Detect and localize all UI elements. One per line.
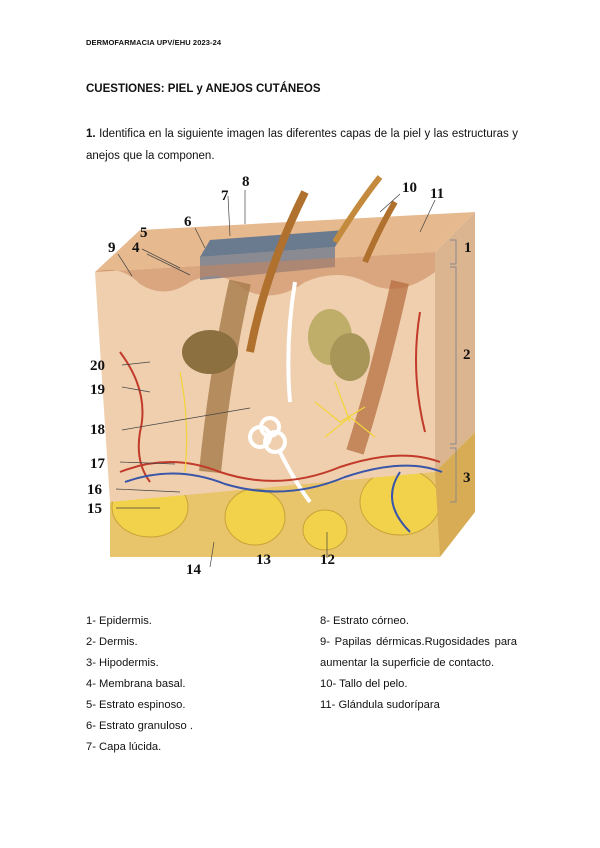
answer-item: 8- Estrato córneo. <box>320 615 409 627</box>
label-8: 8 <box>242 174 250 190</box>
label-16: 16 <box>87 482 102 498</box>
page-title: CUESTIONES: PIEL y ANEJOS CUTÁNEOS <box>86 83 321 95</box>
label-18: 18 <box>90 422 105 438</box>
skin-cross-section-illustration <box>80 172 480 584</box>
label-19: 19 <box>90 382 105 398</box>
label-10: 10 <box>402 180 417 196</box>
label-15: 15 <box>87 501 102 517</box>
answer-item: 2- Dermis. <box>86 636 138 648</box>
answer-item: 10- Tallo del pelo. <box>320 678 408 690</box>
label-11: 11 <box>430 186 445 202</box>
label-17: 17 <box>90 456 105 472</box>
skin-anatomy-figure <box>80 172 480 584</box>
answer-item: 7- Capa lúcida. <box>86 741 162 753</box>
label-6: 6 <box>184 214 192 230</box>
answer-item: 1- Epidermis. <box>86 615 152 627</box>
label-12: 12 <box>320 552 335 568</box>
answer-item: 9- Papilas dérmicas.Rugosidades para aumentar la superficie de contacto. <box>320 636 517 669</box>
label-5: 5 <box>140 225 148 241</box>
answer-item: 6- Estrato granuloso . <box>86 720 193 732</box>
answer-item: 11- Glándula sudorípara <box>320 699 440 711</box>
label-20: 20 <box>90 358 105 374</box>
label-1: 1 <box>464 240 472 256</box>
answer-item: 3- Hipodermis. <box>86 657 159 669</box>
label-7: 7 <box>221 188 229 204</box>
answers-left-column <box>86 611 286 758</box>
label-14: 14 <box>186 562 201 578</box>
page-header: DERMOFARMACIA UPV/EHU 2023-24 <box>86 38 222 47</box>
question-text: Identifica en la siguiente imagen las diferentes capas de la piel y las estructuras y anejos que la componen. <box>86 128 518 162</box>
label-13: 13 <box>256 552 271 568</box>
sebaceous-gland <box>182 330 238 374</box>
answers-right-column <box>320 611 517 716</box>
label-9: 9 <box>108 240 116 256</box>
answer-item: 4- Membrana basal. <box>86 678 186 690</box>
label-4: 4 <box>132 240 140 256</box>
answer-item: 5- Estrato espinoso. <box>86 699 186 711</box>
label-2: 2 <box>463 347 471 363</box>
question-1 <box>86 123 518 167</box>
label-3: 3 <box>463 470 471 486</box>
question-number: 1. <box>86 128 96 140</box>
